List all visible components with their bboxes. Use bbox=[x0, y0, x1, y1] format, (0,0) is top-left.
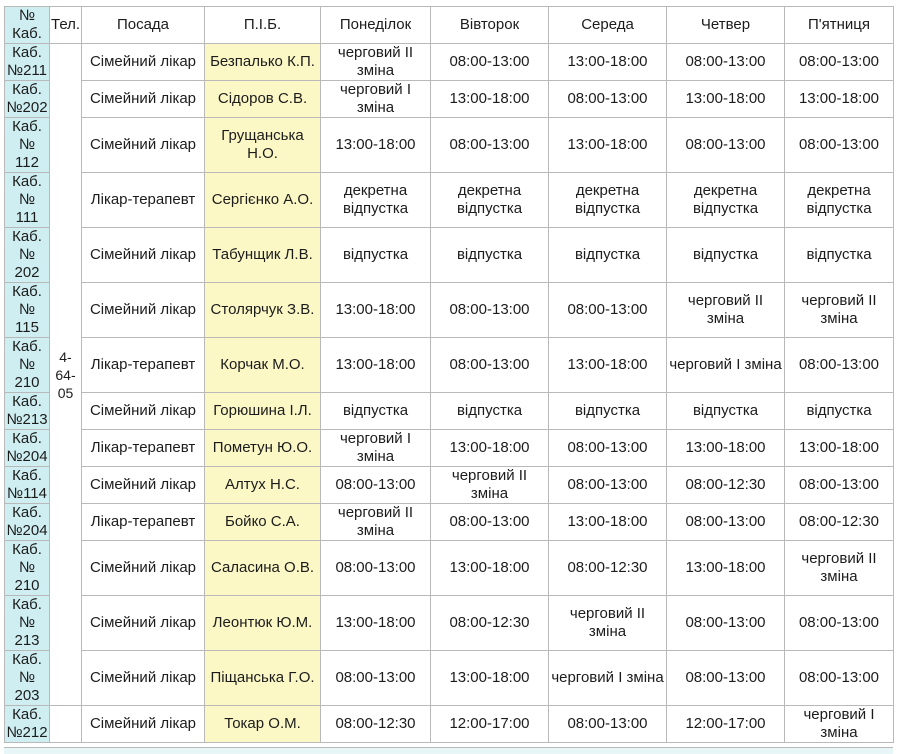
thursday-cell: 13:00-18:00 bbox=[667, 430, 785, 467]
monday-cell: 08:00-13:00 bbox=[321, 651, 431, 706]
doctor-name-cell: Горюшина І.Л. bbox=[205, 393, 321, 430]
monday-cell: 13:00-18:00 bbox=[321, 596, 431, 651]
friday-cell: черговий II зміна bbox=[785, 283, 894, 338]
position-cell: Лікар-терапевт bbox=[82, 173, 205, 228]
thursday-cell: 08:00-13:00 bbox=[667, 44, 785, 81]
header-row bbox=[5, 7, 894, 44]
wednesday-cell: 08:00-13:00 bbox=[549, 81, 667, 118]
thursday-cell: відпустка bbox=[667, 393, 785, 430]
tuesday-cell: 08:00-13:00 bbox=[431, 118, 549, 173]
monday-cell: черговий І зміна bbox=[321, 430, 431, 467]
wednesday-cell: 13:00-18:00 bbox=[549, 118, 667, 173]
cabinet-cell: Каб. № 202 bbox=[5, 228, 50, 283]
tuesday-cell: 08:00-13:00 bbox=[431, 338, 549, 393]
position-cell: Сімейний лікар bbox=[82, 44, 205, 81]
header-phone: Тел. bbox=[50, 7, 82, 44]
header-position: Посада bbox=[82, 7, 205, 44]
tuesday-cell: відпустка bbox=[431, 228, 549, 283]
position-cell: Сімейний лікар bbox=[82, 596, 205, 651]
wednesday-cell: відпустка bbox=[549, 393, 667, 430]
cabinet-cell: Каб. № 111 bbox=[5, 173, 50, 228]
doctor-name-cell: Столярчук З.В. bbox=[205, 283, 321, 338]
tuesday-cell: відпустка bbox=[431, 393, 549, 430]
thursday-cell: відпустка bbox=[667, 228, 785, 283]
schedule-table bbox=[4, 6, 894, 743]
position-cell: Сімейний лікар bbox=[82, 651, 205, 706]
friday-cell: черговий І зміна bbox=[785, 706, 894, 743]
wednesday-cell: декретна відпустка bbox=[549, 173, 667, 228]
tuesday-cell: декретна відпустка bbox=[431, 173, 549, 228]
table-row bbox=[5, 44, 894, 81]
tuesday-cell: 08:00-13:00 bbox=[431, 283, 549, 338]
thursday-cell: 13:00-18:00 bbox=[667, 81, 785, 118]
wednesday-cell: відпустка bbox=[549, 228, 667, 283]
friday-cell: 08:00-13:00 bbox=[785, 338, 894, 393]
table-row bbox=[5, 283, 894, 338]
tuesday-cell: 08:00-12:30 bbox=[431, 596, 549, 651]
header-friday: П'ятниця bbox=[785, 7, 894, 44]
doctor-name-cell: Бойко С.А. bbox=[205, 504, 321, 541]
friday-cell: декретна відпустка bbox=[785, 173, 894, 228]
wednesday-cell: 08:00-13:00 bbox=[549, 430, 667, 467]
cabinet-cell: Каб. № 203 bbox=[5, 651, 50, 706]
table-row bbox=[5, 81, 894, 118]
position-cell: Сімейний лікар bbox=[82, 283, 205, 338]
position-cell: Лікар-терапевт bbox=[82, 338, 205, 393]
wednesday-cell: 08:00-13:00 bbox=[549, 467, 667, 504]
header-cabinet: № Каб. bbox=[5, 7, 50, 44]
table-row bbox=[5, 504, 894, 541]
doctor-name-cell: Піщанська Г.О. bbox=[205, 651, 321, 706]
friday-cell: 08:00-13:00 bbox=[785, 44, 894, 81]
monday-cell: декретна відпустка bbox=[321, 173, 431, 228]
cabinet-cell: Каб. №211 bbox=[5, 44, 50, 81]
doctor-name-cell: Леонтюк Ю.М. bbox=[205, 596, 321, 651]
doctor-name-cell: Сергієнко А.О. bbox=[205, 173, 321, 228]
table-row bbox=[5, 596, 894, 651]
table-row bbox=[5, 430, 894, 467]
table-row bbox=[5, 541, 894, 596]
monday-cell: 13:00-18:00 bbox=[321, 283, 431, 338]
wednesday-cell: 08:00-13:00 bbox=[549, 706, 667, 743]
monday-cell: 08:00-13:00 bbox=[321, 467, 431, 504]
thursday-cell: 13:00-18:00 bbox=[667, 541, 785, 596]
thursday-cell: черговий І зміна bbox=[667, 338, 785, 393]
friday-cell: 08:00-13:00 bbox=[785, 651, 894, 706]
table-row bbox=[5, 651, 894, 706]
header-wednesday: Середа bbox=[549, 7, 667, 44]
wednesday-cell: черговий І зміна bbox=[549, 651, 667, 706]
position-cell: Сімейний лікар bbox=[82, 228, 205, 283]
position-cell: Лікар-терапевт bbox=[82, 504, 205, 541]
doctor-name-cell: Токар О.М. bbox=[205, 706, 321, 743]
friday-cell: 08:00-12:30 bbox=[785, 504, 894, 541]
monday-cell: черговий І зміна bbox=[321, 81, 431, 118]
position-cell: Сімейний лікар bbox=[82, 118, 205, 173]
position-cell: Сімейний лікар bbox=[82, 467, 205, 504]
thursday-cell: 08:00-13:00 bbox=[667, 504, 785, 541]
thursday-cell: 08:00-12:30 bbox=[667, 467, 785, 504]
table-row bbox=[5, 467, 894, 504]
friday-cell: 08:00-13:00 bbox=[785, 467, 894, 504]
friday-cell: відпустка bbox=[785, 228, 894, 283]
doctor-name-cell: Безпалько К.П. bbox=[205, 44, 321, 81]
wednesday-cell: 13:00-18:00 bbox=[549, 44, 667, 81]
monday-cell: черговий II зміна bbox=[321, 44, 431, 81]
monday-cell: 13:00-18:00 bbox=[321, 338, 431, 393]
wednesday-cell: 08:00-12:30 bbox=[549, 541, 667, 596]
monday-cell: 13:00-18:00 bbox=[321, 118, 431, 173]
header-tuesday: Вівторок bbox=[431, 7, 549, 44]
thursday-cell: 08:00-13:00 bbox=[667, 651, 785, 706]
cabinet-cell: Каб. №213 bbox=[6, 393, 48, 428]
doctor-name-cell: Саласина О.В. bbox=[205, 541, 321, 596]
monday-cell: 08:00-12:30 bbox=[321, 706, 431, 743]
header-thursday: Четвер bbox=[667, 7, 785, 44]
doctor-name-cell: Алтух Н.С. bbox=[205, 467, 321, 504]
tuesday-cell: 12:00-17:00 bbox=[431, 706, 549, 743]
wednesday-cell: 13:00-18:00 bbox=[549, 504, 667, 541]
friday-cell: відпустка bbox=[785, 393, 894, 430]
table-row bbox=[5, 393, 894, 430]
phone-cell bbox=[50, 44, 82, 706]
position-cell: Сімейний лікар bbox=[82, 706, 205, 743]
position-cell: Сімейний лікар bbox=[82, 81, 205, 118]
cabinet-cell: Каб. №204 bbox=[6, 504, 48, 539]
table-row bbox=[5, 338, 894, 393]
friday-cell: 13:00-18:00 bbox=[785, 430, 894, 467]
thursday-cell: декретна відпустка bbox=[667, 173, 785, 228]
table-row bbox=[5, 228, 894, 283]
position-cell: Сімейний лікар bbox=[82, 393, 205, 430]
cabinet-cell: Каб. № 112 bbox=[5, 118, 50, 173]
thursday-cell: 08:00-13:00 bbox=[667, 596, 785, 651]
phone-cell bbox=[50, 706, 82, 743]
tuesday-cell: 13:00-18:00 bbox=[431, 541, 549, 596]
cabinet-cell: Каб. №204 bbox=[6, 430, 48, 465]
cabinet-cell: Каб. №114 bbox=[5, 467, 50, 504]
monday-cell: відпустка bbox=[321, 228, 431, 283]
tuesday-cell: 13:00-18:00 bbox=[431, 81, 549, 118]
table-row bbox=[5, 118, 894, 173]
wednesday-cell: 13:00-18:00 bbox=[549, 338, 667, 393]
thursday-cell: 08:00-13:00 bbox=[667, 118, 785, 173]
doctor-name-cell: Пометун Ю.О. bbox=[205, 430, 321, 467]
tuesday-cell: черговий II зміна bbox=[431, 467, 549, 504]
friday-cell: 08:00-13:00 bbox=[785, 118, 894, 173]
friday-cell: 13:00-18:00 bbox=[785, 81, 894, 118]
tuesday-cell: 08:00-13:00 bbox=[431, 44, 549, 81]
thursday-cell: черговий II зміна bbox=[667, 283, 785, 338]
doctor-name-cell: Корчак М.О. bbox=[205, 338, 321, 393]
friday-cell: черговий II зміна bbox=[785, 541, 894, 596]
cabinet-cell: Каб. № 115 bbox=[5, 283, 50, 338]
friday-cell: 08:00-13:00 bbox=[785, 596, 894, 651]
cabinet-cell: Каб. №212 bbox=[6, 706, 48, 741]
tuesday-cell: 13:00-18:00 bbox=[431, 430, 549, 467]
cabinet-cell: Каб. №202 bbox=[6, 81, 48, 116]
cabinet-cell: Каб. № 213 bbox=[5, 596, 50, 651]
wednesday-cell: 08:00-13:00 bbox=[549, 283, 667, 338]
doctor-name-cell: Грущанська Н.О. bbox=[205, 118, 321, 173]
tuesday-cell: 13:00-18:00 bbox=[431, 651, 549, 706]
header-name: П.І.Б. bbox=[205, 7, 321, 44]
position-cell: Лікар-терапевт bbox=[82, 430, 205, 467]
header-monday: Понеділок bbox=[321, 7, 431, 44]
cabinet-cell: Каб. № 210 bbox=[5, 541, 50, 596]
doctor-name-cell: Табунщик Л.В. bbox=[205, 228, 321, 283]
position-cell: Сімейний лікар bbox=[82, 541, 205, 596]
monday-cell: 08:00-13:00 bbox=[321, 541, 431, 596]
table-row bbox=[5, 706, 894, 743]
table-row bbox=[5, 173, 894, 228]
monday-cell: черговий II зміна bbox=[321, 504, 431, 541]
phone-number: 4-64-05 bbox=[55, 348, 76, 401]
thursday-cell: 12:00-17:00 bbox=[667, 706, 785, 743]
doctor-name-cell: Сідоров С.В. bbox=[205, 81, 321, 118]
tuesday-cell: 08:00-13:00 bbox=[431, 504, 549, 541]
cabinet-cell: Каб. № 210 bbox=[5, 338, 50, 393]
wednesday-cell: черговий II зміна bbox=[549, 596, 667, 651]
monday-cell: відпустка bbox=[321, 393, 431, 430]
